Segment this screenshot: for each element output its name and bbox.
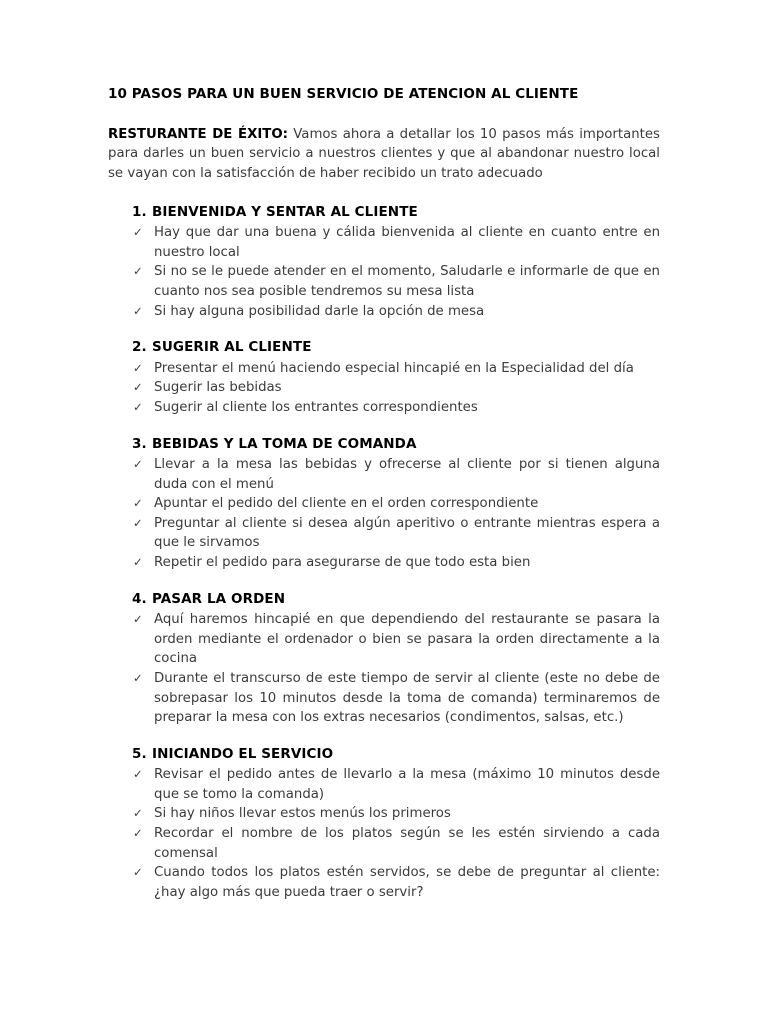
list-item-text: Si hay alguna posibilidad darle la opción de mesa bbox=[154, 303, 485, 319]
check-icon: ✓ bbox=[133, 670, 143, 685]
list-item bbox=[108, 553, 660, 573]
check-icon: ✓ bbox=[133, 767, 143, 782]
section-heading bbox=[108, 591, 660, 609]
list-item bbox=[108, 610, 660, 669]
list-item bbox=[108, 765, 660, 804]
check-icon: ✓ bbox=[133, 826, 143, 841]
section-number: 1. bbox=[132, 203, 147, 220]
document-section bbox=[108, 591, 660, 728]
list-item bbox=[108, 863, 660, 902]
list-item bbox=[108, 455, 660, 494]
section-number: 4. bbox=[132, 590, 147, 607]
section-number: 2. bbox=[132, 339, 147, 356]
list-item-text: Si no se le puede atender en el momento, Saludarle e informarle de que en cuanto nos sea posible tendremos su mesa lista bbox=[154, 264, 660, 299]
list-item bbox=[108, 494, 660, 514]
section-heading-text: BEBIDAS Y LA TOMA DE COMANDA bbox=[152, 435, 417, 452]
list-item-text: Hay que dar una buena y cálida bienvenida al cliente en cuanto entre en nuestro local bbox=[154, 225, 660, 260]
section-heading-text: INICIANDO EL SERVICIO bbox=[152, 745, 334, 762]
document-section bbox=[108, 204, 660, 322]
list-item-text: Revisar el pedido antes de llevarlo a la mesa (máximo 10 minutos desde que se tomo la comanda) bbox=[154, 767, 660, 802]
list-item bbox=[108, 669, 660, 728]
bullet-list bbox=[108, 455, 660, 573]
list-item bbox=[108, 223, 660, 262]
document-section bbox=[108, 436, 660, 573]
section-heading bbox=[108, 746, 660, 764]
list-item-text: Apuntar el pedido del cliente en el orden correspondiente bbox=[154, 496, 539, 512]
check-icon: ✓ bbox=[133, 264, 143, 279]
check-icon: ✓ bbox=[133, 806, 143, 821]
sections-container bbox=[108, 204, 660, 903]
section-heading-text: PASAR LA ORDEN bbox=[152, 590, 286, 607]
bullet-list bbox=[108, 223, 660, 321]
list-item-text: Cuando todos los platos estén servidos, se debe de preguntar al cliente: ¿hay algo más que pueda traer o servir? bbox=[154, 865, 660, 900]
list-item bbox=[108, 302, 660, 322]
section-heading-text: SUGERIR AL CLIENTE bbox=[152, 339, 312, 356]
section-number: 3. bbox=[132, 435, 147, 452]
check-icon: ✓ bbox=[133, 360, 143, 375]
bullet-list bbox=[108, 765, 660, 902]
check-icon: ✓ bbox=[133, 303, 143, 318]
list-item-text: Sugerir las bebidas bbox=[154, 380, 282, 396]
check-icon: ✓ bbox=[133, 612, 143, 627]
check-icon: ✓ bbox=[133, 380, 143, 395]
check-icon: ✓ bbox=[133, 515, 143, 530]
list-item-text: Si hay niños llevar estos menús los primeros bbox=[154, 806, 451, 822]
list-item-text: Durante el transcurso de este tiempo de servir al cliente (este no debe de sobrepasar los 10 minutos desde la toma de comanda) terminaremos de preparar la mesa con los extras necesarios (condimentos, salsas, etc.) bbox=[154, 670, 660, 726]
list-item bbox=[108, 262, 660, 301]
list-item-text: Repetir el pedido para asegurarse de que todo esta bien bbox=[154, 555, 531, 571]
list-item bbox=[108, 378, 660, 398]
page-title: 10 PASOS PARA UN BUEN SERVICIO DE ATENCION AL CLIENTE bbox=[108, 86, 579, 102]
check-icon: ✓ bbox=[133, 555, 143, 570]
section-heading bbox=[108, 204, 660, 222]
bullet-list bbox=[108, 359, 660, 418]
section-number: 5. bbox=[132, 745, 147, 762]
section-heading bbox=[108, 436, 660, 454]
list-item-text: Sugerir al cliente los entrantes correspondientes bbox=[154, 399, 478, 415]
intro-lead-in: RESTURANTE DE ÉXITO: bbox=[108, 126, 288, 142]
list-item bbox=[108, 824, 660, 863]
list-item-text: Preguntar al cliente si desea algún aperitivo o entrante mientras espera a que le sirvamos bbox=[154, 515, 660, 551]
list-item-text: Aquí haremos hincapié en que dependiendo del restaurante se pasara la orden mediante el ordenador o bien se pasara la orden directamente a la cocina bbox=[154, 612, 660, 667]
list-item-text: Llevar a la mesa las bebidas y ofrecerse al cliente por si tienen alguna duda con el menú bbox=[154, 457, 660, 492]
check-icon: ✓ bbox=[133, 225, 143, 240]
check-icon: ✓ bbox=[133, 399, 143, 414]
section-heading bbox=[108, 339, 660, 357]
intro-body-text: Vamos ahora a detallar los 10 pasos más importantes para darles un buen servicio a nuestros clientes y que al abandonar nuestro local se vayan con la satisfacción de haber recibido un trato adecuado bbox=[108, 126, 660, 182]
document-section bbox=[108, 339, 660, 417]
check-icon: ✓ bbox=[133, 865, 143, 880]
list-item bbox=[108, 359, 660, 379]
list-item-text: Presentar el menú haciendo especial hincapié en la Especialidad del día bbox=[154, 360, 634, 376]
section-heading-text: BIENVENIDA Y SENTAR AL CLIENTE bbox=[152, 203, 418, 220]
intro-paragraph bbox=[108, 125, 660, 184]
check-icon: ✓ bbox=[133, 457, 143, 472]
list-item bbox=[108, 514, 660, 553]
list-item bbox=[108, 398, 660, 418]
bullet-list bbox=[108, 610, 660, 728]
document-section bbox=[108, 746, 660, 903]
list-item-text: Recordar el nombre de los platos según se les estén sirviendo a cada comensal bbox=[154, 826, 660, 861]
list-item bbox=[108, 804, 660, 824]
check-icon: ✓ bbox=[133, 496, 143, 511]
